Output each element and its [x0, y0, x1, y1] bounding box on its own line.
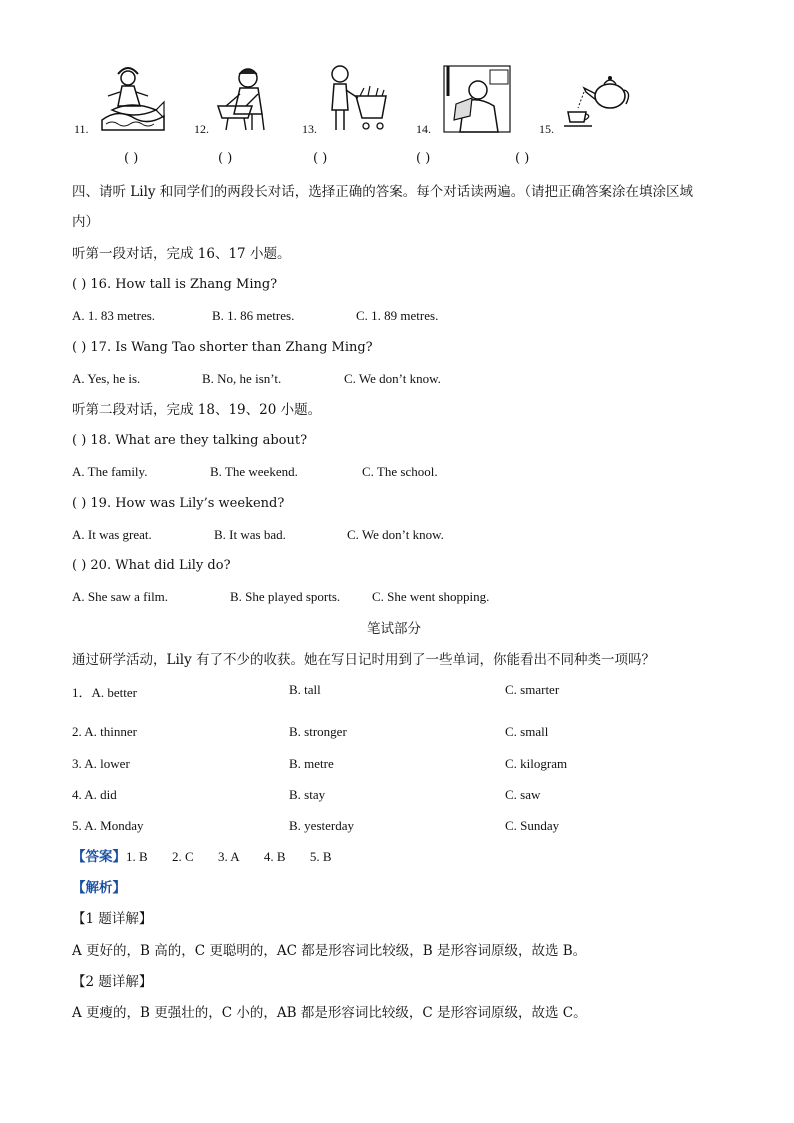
w2-option-b[interactable]: B. stronger: [289, 724, 347, 739]
section4-heading-line2: 内）: [72, 214, 99, 230]
answer-label: 【答案】: [72, 849, 126, 865]
answer-blank-14[interactable]: ( ): [416, 151, 431, 166]
answer-line: [72, 848, 332, 866]
q18-option-a[interactable]: A. The family.: [72, 464, 148, 479]
part1-instruction: 听第一段对话，完成 16、17 小题。: [72, 246, 291, 262]
q17-option-a[interactable]: A. Yes, he is.: [72, 371, 141, 386]
picture-number-11: 11.: [74, 122, 89, 136]
q16-option-c[interactable]: C. 1. 89 metres.: [356, 308, 439, 323]
w4-option-a[interactable]: 4. A. did: [72, 787, 117, 802]
boy-washing-icon: [212, 62, 282, 134]
question-19: ( ) 19. How was Lily’s weekend?: [72, 496, 285, 511]
girl-riding-fish-icon: [98, 62, 168, 134]
q16-option-b[interactable]: B. 1. 86 metres.: [212, 308, 295, 323]
written-part-title: 笔试部分: [367, 621, 421, 637]
q16-option-a[interactable]: A. 1. 83 metres.: [72, 308, 156, 323]
answer-blank-11[interactable]: ( ): [124, 151, 139, 166]
w5-option-b[interactable]: B. yesterday: [289, 818, 354, 833]
w4-option-c[interactable]: C. saw: [505, 787, 541, 802]
man-shopping-cart-icon: [322, 62, 392, 134]
written-intro: 通过研学活动，Lily 有了不少的收获。她在写日记时用到了一些单词，你能看出不同种类一项吗？: [72, 652, 656, 668]
q19-option-b[interactable]: B. It was bad.: [214, 527, 286, 542]
w3-option-c[interactable]: C. kilogram: [505, 756, 568, 771]
w1-option-b[interactable]: B. tall: [289, 682, 321, 697]
w5-option-a[interactable]: 5. A. Monday: [72, 818, 144, 833]
w2-option-a[interactable]: 2. A. thinner: [72, 724, 137, 739]
w3-option-b[interactable]: B. metre: [289, 756, 334, 771]
part2-instruction: 听第二段对话，完成 18、19、20 小题。: [72, 402, 322, 418]
answer-2: 2. C: [171, 849, 194, 864]
answer-5: 5. B: [309, 849, 332, 864]
detail1-text: A 更好的，B 高的，C 更聪明的，AC 都是形容词比较级，B 是形容词原级，故选 B。: [72, 943, 587, 959]
q19-option-a[interactable]: A. It was great.: [72, 527, 152, 542]
q17-option-c[interactable]: C. We don’t know.: [344, 371, 441, 386]
answer-blank-15[interactable]: ( ): [515, 151, 530, 166]
analysis-label: 【解析】: [72, 880, 126, 896]
w2-option-c[interactable]: C. small: [505, 724, 549, 739]
answer-1: 1. B: [126, 849, 148, 864]
w1-option-a[interactable]: 1．A. better: [72, 685, 137, 700]
teapot-cup-icon: [562, 62, 632, 134]
detail2-label: 【2 题详解】: [72, 974, 153, 990]
w3-option-a[interactable]: 3. A. lower: [72, 756, 130, 771]
q20-option-a[interactable]: A. She saw a film.: [72, 589, 169, 604]
q20-option-b[interactable]: B. She played sports.: [230, 589, 341, 604]
answer-blank-12[interactable]: ( ): [218, 151, 233, 166]
detail2-text: A 更瘦的，B 更强壮的，C 小的，AB 都是形容词比较级，C 是形容词原级，故选 C。: [72, 1005, 587, 1021]
answer-4: 4. B: [263, 849, 286, 864]
w1-option-c[interactable]: C. smarter: [505, 682, 560, 697]
man-reading-icon: [442, 62, 512, 134]
detail1-label: 【1 题详解】: [72, 911, 153, 927]
q17-option-b[interactable]: B. No, he isn’t.: [202, 371, 282, 386]
picture-number-13: 13.: [302, 122, 317, 136]
q18-option-b[interactable]: B. The weekend.: [210, 464, 298, 479]
picture-number-14: 14.: [416, 122, 431, 136]
question-17: ( ) 17. Is Wang Tao shorter than Zhang Ming?: [72, 340, 373, 355]
q20-option-c[interactable]: C. She went shopping.: [372, 589, 490, 604]
w5-option-c[interactable]: C. Sunday: [505, 818, 560, 833]
q19-option-c[interactable]: C. We don’t know.: [347, 527, 444, 542]
section4-heading-line1: 四、请听 Lily 和同学们的两段长对话，选择正确的答案。每个对话读两遍。（请把正确答案涂在填涂区域: [72, 184, 694, 200]
question-18: ( ) 18. What are they talking about?: [72, 433, 308, 448]
picture-number-12: 12.: [194, 122, 209, 136]
question-20: ( ) 20. What did Lily do?: [72, 558, 231, 573]
q18-option-c[interactable]: C. The school.: [362, 464, 438, 479]
picture-number-15: 15.: [539, 122, 554, 136]
w4-option-b[interactable]: B. stay: [289, 787, 326, 802]
answer-3: 3. A: [217, 849, 240, 864]
question-16: ( ) 16. How tall is Zhang Ming?: [72, 277, 278, 292]
answer-blank-13[interactable]: ( ): [313, 151, 328, 166]
